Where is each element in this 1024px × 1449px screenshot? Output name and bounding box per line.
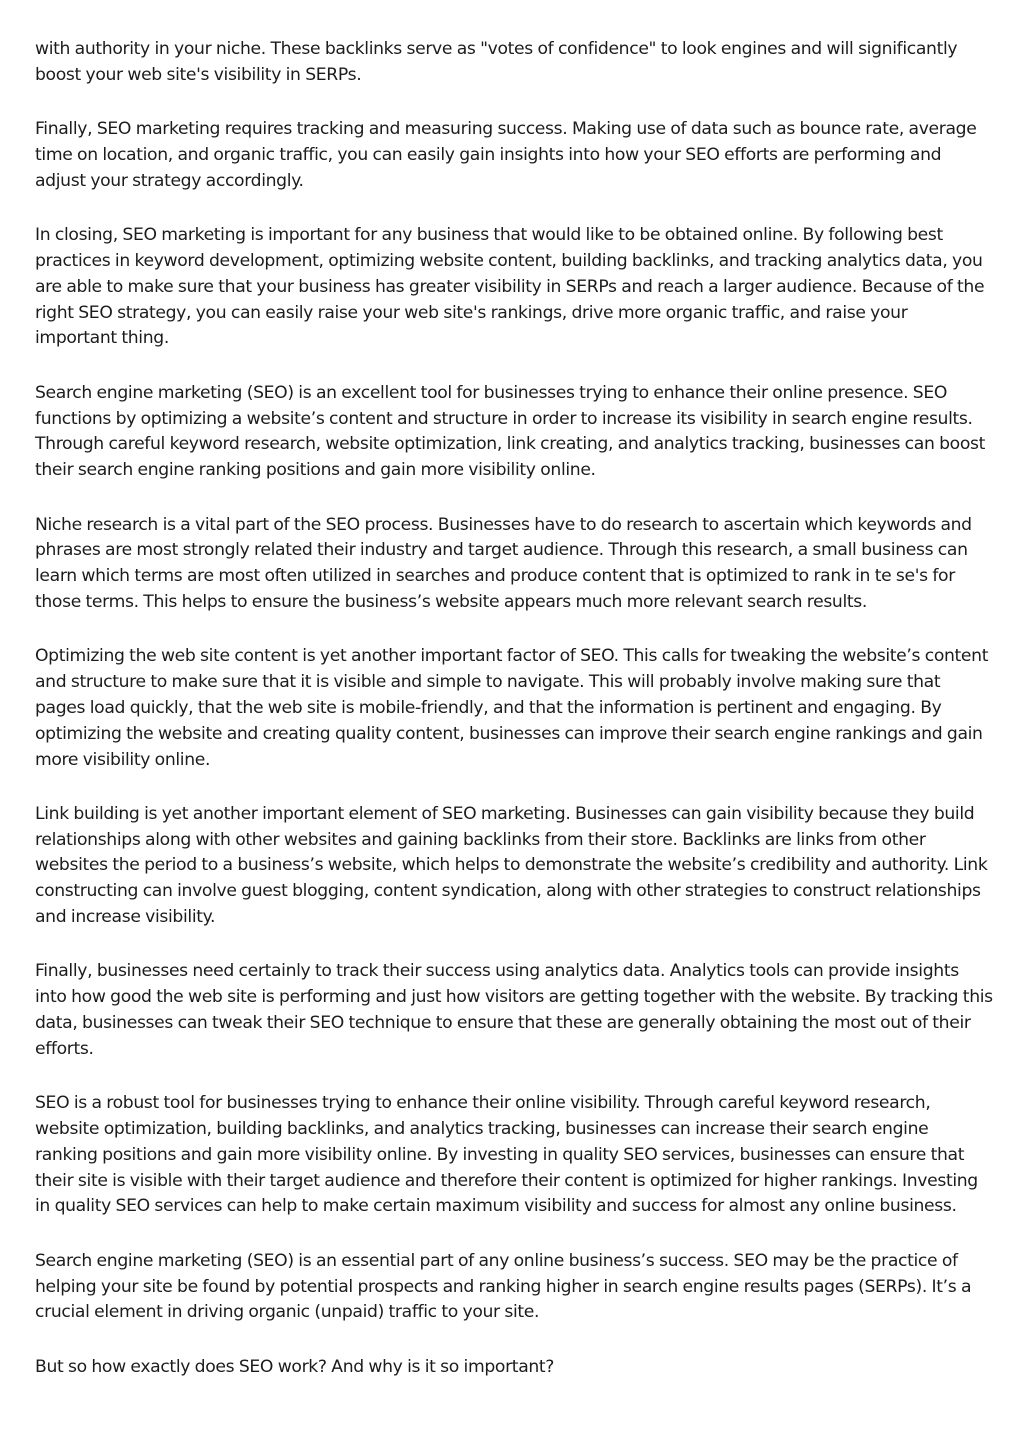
paragraph-tracking-success: Finally, SEO marketing requires tracking and measuring success. Making use of data such as bounce rate, average time on location, and organic traffic, you can easily gain insights into how your SEO efforts are performing and adjust your strategy accordingly. bbox=[35, 119, 977, 191]
paragraph-analytics: Finally, businesses need certainly to track their success using analytics data. Analytics tools can provide insights into how good the web site is performing and just how visitors are getting together with the website. By tracking this data, businesses can tweak their SEO technique to ensure that these are generally obtaining the most out of their efforts. bbox=[35, 961, 993, 1059]
paragraph-seo-robust-tool: SEO is a robust tool for businesses trying to enhance their online visibility. Through careful keyword research, website optimization, building backlinks, and analytics tracking, businesses can increase their search engine ranking positions and gain more visibility online. By investing in quality SEO services, businesses can ensure that their site is visible with their target audience and therefore their content is optimized for higher rankings. Investing in quality SEO services can help to make certain maximum visibility and success for almost any online business. bbox=[35, 1093, 978, 1217]
paragraph-how-seo-works: But so how exactly does SEO work? And why is it so important? bbox=[35, 1356, 555, 1377]
paragraph-optimizing-content: Optimizing the web site content is yet another important factor of SEO. This calls for tweaking the website’s content and structure to make sure that it is visible and simple to navigate. This will probably involve making sure that pages load quickly, that the web site is mobile-friendly, and that the information is pertinent and engaging. By optimizing the website and creating quality content, businesses can improve their search engine rankings and gain more visibility online. bbox=[35, 646, 989, 770]
paragraph-niche-research: Niche research is a vital part of the SEO process. Businesses have to do research to ascertain which keywords and phrases are most strongly related their industry and target audience. Through this research, a small business can learn which terms are most often utilized in searches and produce content that is optimized to rank in te se's for those terms. This helps to ensure the business’s website appears much more relevant search results. bbox=[35, 514, 972, 612]
paragraph-link-building: Link building is yet another important element of SEO marketing. Businesses can gain visibility because they build relationships along with other websites and gaining backlinks from their store. Backlinks are links from other websites the period to a business’s website, which helps to demonstrate the website’s credibility and authority. Link constructing can involve guest blogging, content syndication, along with other strategies to construct relationships and increase visibility. bbox=[35, 803, 988, 928]
paragraph-seo-essential: Search engine marketing (SEO) is an essential part of any online business’s success. SEO may be the practice of helping your site be found by potential prospects and ranking higher in search engine results pages (SERPs). It’s a crucial element in driving organic (unpaid) traffic to your site. bbox=[35, 1250, 972, 1323]
document-body bbox=[35, 37, 993, 1381]
paragraph-seo-intro: Search engine marketing (SEO) is an excellent tool for businesses trying to enhance their online presence. SEO functions by optimizing a website’s content and structure in order to increase its visibility in search engine results. Through careful keyword research, website optimization, link creating, and analytics tracking, businesses can boost their search engine ranking positions and gain more visibility online. bbox=[35, 382, 985, 481]
paragraph-in-closing: In closing, SEO marketing is important for any business that would like to be obtained online. By following best practices in keyword development, optimizing website content, building backlinks, and tracking analytics data, you are able to make sure that your business has greater visibility in SERPs and reach a larger audience. Because of the right SEO strategy, you can easily raise your web site's rankings, drive more organic traffic, and raise your important thing. bbox=[35, 225, 985, 349]
paragraph-authority-backlinks: with authority in your niche. These backlinks serve as "votes of confidence" to look engines and will significantly boost your web site's visibility in SERPs. bbox=[35, 39, 958, 85]
